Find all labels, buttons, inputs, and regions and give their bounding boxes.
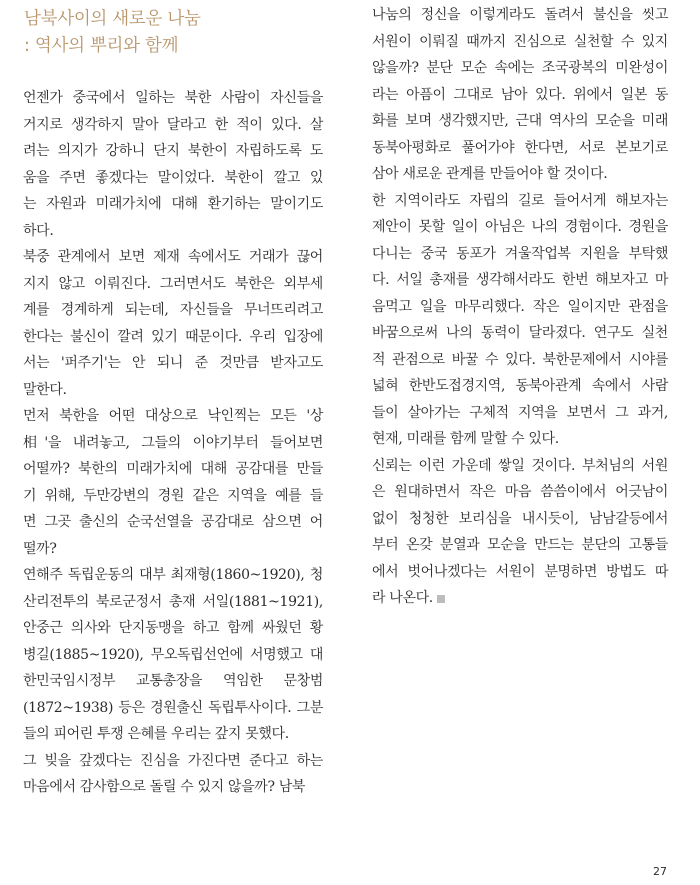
left-column-body bbox=[23, 85, 323, 801]
right-column-body bbox=[372, 2, 668, 612]
paragraph bbox=[372, 453, 668, 612]
text-line: 먼저 북한을 어떤 대상으로 낙인찍는 모든 '상 bbox=[23, 408, 323, 424]
text-line: 한다는 불신이 깔려 있기 때문이다. 우리 입장에 bbox=[23, 328, 323, 345]
text-line: 화를 보며 생각했지만, 근대 역사의 모순을 미래 bbox=[372, 113, 668, 129]
text-line: 산리전투의 북로군정서 총재 서일(1881~1921), bbox=[23, 593, 323, 610]
text-line: 언젠가 중국에서 일하는 북한 사람이 자신들을 bbox=[23, 90, 323, 106]
text-line: 어떨까? 북한의 미래가치에 대해 공감대를 만들 bbox=[23, 461, 323, 477]
page-number: 27 bbox=[653, 865, 667, 878]
paragraph bbox=[23, 244, 323, 403]
text-line: 북중 관계에서 보면 제재 속에서도 거래가 끊어 bbox=[23, 249, 323, 265]
text-line: 에서 벗어나겠다는 서원이 분명하면 방법도 따 bbox=[372, 563, 668, 580]
text-line: 음먹고 일을 마무리했다. 작은 일이지만 관점을 bbox=[372, 298, 668, 315]
text-line: 거지로 생각하지 말아 달라고 한 적이 있다. 살 bbox=[23, 116, 323, 133]
text-line: 말한다. bbox=[23, 381, 67, 398]
text-line: 相'을 내려놓고, 그들의 이야기부터 들어보면 bbox=[23, 434, 323, 451]
end-mark-icon bbox=[437, 595, 445, 603]
paragraph bbox=[23, 85, 323, 244]
text-line: 서는 '퍼주기'는 안 되니 준 것만큼 받자고도 bbox=[23, 355, 323, 371]
text-line: 현재, 미래를 함께 말할 수 있다. bbox=[372, 431, 559, 447]
text-line: 들이 살아가는 구체적 지역을 보면서 그 과거, bbox=[372, 404, 668, 421]
text-line: 한 지역이라도 자립의 길로 들어서게 해보자는 bbox=[372, 192, 668, 209]
text-line: 제안이 못할 일이 아님은 나의 경험이다. 경원을 bbox=[372, 219, 668, 235]
heading-line-1: 남북사이의 새로운 나눔 bbox=[24, 9, 201, 29]
text-line: 부터 온갖 분열과 모순을 만드는 분단의 고통들 bbox=[372, 537, 668, 553]
paragraph bbox=[23, 562, 323, 748]
text-line: 라는 아픔이 그대로 남아 있다. 위에서 일본 동 bbox=[372, 86, 668, 103]
text-line: 지지 않고 이뤄진다. 그러면서도 북한은 외부세 bbox=[23, 275, 323, 292]
text-line: 다. 서일 총재를 생각해서라도 한번 해보자고 마 bbox=[372, 272, 668, 288]
text-line: 연해주 독립운동의 대부 최재형(1860~1920), 청 bbox=[23, 567, 323, 583]
paragraph bbox=[23, 403, 323, 562]
text-line: 라 나온다. bbox=[372, 585, 668, 612]
text-line: 마음에서 감사함으로 돌릴 수 있지 않을까? 남북 bbox=[23, 779, 306, 795]
text-line: (1872~1938) 등은 경원출신 독립투사이다. 그분 bbox=[23, 699, 323, 716]
text-line: 서원이 이뤄질 때까지 진심으로 실천할 수 있지 bbox=[372, 33, 668, 50]
text-line: 나눔의 정신을 이렇게라도 돌려서 불신을 씻고 bbox=[372, 7, 668, 23]
text-line: 들의 피어린 투쟁 은혜를 우리는 갚지 못했다. bbox=[23, 726, 289, 742]
text-line: 면 그곳 출신의 순국선열을 공감대로 삼으면 어 bbox=[23, 514, 323, 530]
text-line: 넓혀 한반도접경지역, 동북아관계 속에서 사람 bbox=[372, 378, 668, 394]
text-line: 병길(1885~1920), 무오독립선언에 서명했고 대 bbox=[23, 646, 323, 663]
text-line: 않을까? 분단 모순 속에는 조국광복의 미완성이 bbox=[372, 60, 668, 76]
text-line: 안중근 의사와 단지동맹을 하고 함께 싸웠던 황 bbox=[23, 620, 323, 636]
text-line: 없이 청청한 보리심을 내시듯이, 남남갈등에서 bbox=[372, 510, 668, 527]
text-line: 려는 의지가 강하니 단지 북한이 자립하도록 도 bbox=[23, 143, 323, 159]
text-line: 계를 경계하게 되는데, 자신들을 무너뜨리려고 bbox=[23, 302, 323, 318]
heading-line-2: : 역사의 뿌리와 함께 bbox=[24, 36, 179, 56]
text-line: 는 자원과 미래가치에 대해 환기하는 말이기도 bbox=[23, 196, 323, 212]
text-line: 은 원대하면서 작은 마음 씀씀이에서 어긋남이 bbox=[372, 484, 668, 500]
text-line: 바꿈으로써 나의 동력이 달라졌다. 연구도 실천 bbox=[372, 325, 668, 341]
paragraph bbox=[372, 188, 668, 453]
text-line: 움을 주면 좋겠다는 말이었다. 북한이 깔고 있 bbox=[23, 169, 323, 186]
text-line: 떨까? bbox=[23, 540, 57, 557]
text-line: 삼아 새로운 관계를 만들어야 할 것이다. bbox=[372, 166, 608, 182]
paragraph bbox=[23, 748, 323, 801]
text-line: 한민국임시정부 교통총장을 역임한 문창범 bbox=[23, 673, 323, 689]
article-heading bbox=[24, 6, 324, 60]
text-line: 다니는 중국 동포가 겨울작업복 지원을 부탁했 bbox=[372, 245, 668, 262]
text-line: 하다. bbox=[23, 222, 54, 239]
text-line: 그 빚을 갚겠다는 진심을 가진다면 준다고 하는 bbox=[23, 752, 323, 769]
text-line: 기 위해, 두만강변의 경원 같은 지역을 예를 들 bbox=[23, 487, 323, 504]
text-line: 신뢰는 이런 가운데 쌓일 것이다. 부처님의 서원 bbox=[372, 457, 668, 474]
text-line: 적 관점으로 바꿀 수 있다. 북한문제에서 시야를 bbox=[372, 351, 668, 368]
paragraph bbox=[372, 2, 668, 188]
text-line: 동북아평화로 풀어가야 한다면, 서로 본보기로 bbox=[372, 139, 668, 156]
